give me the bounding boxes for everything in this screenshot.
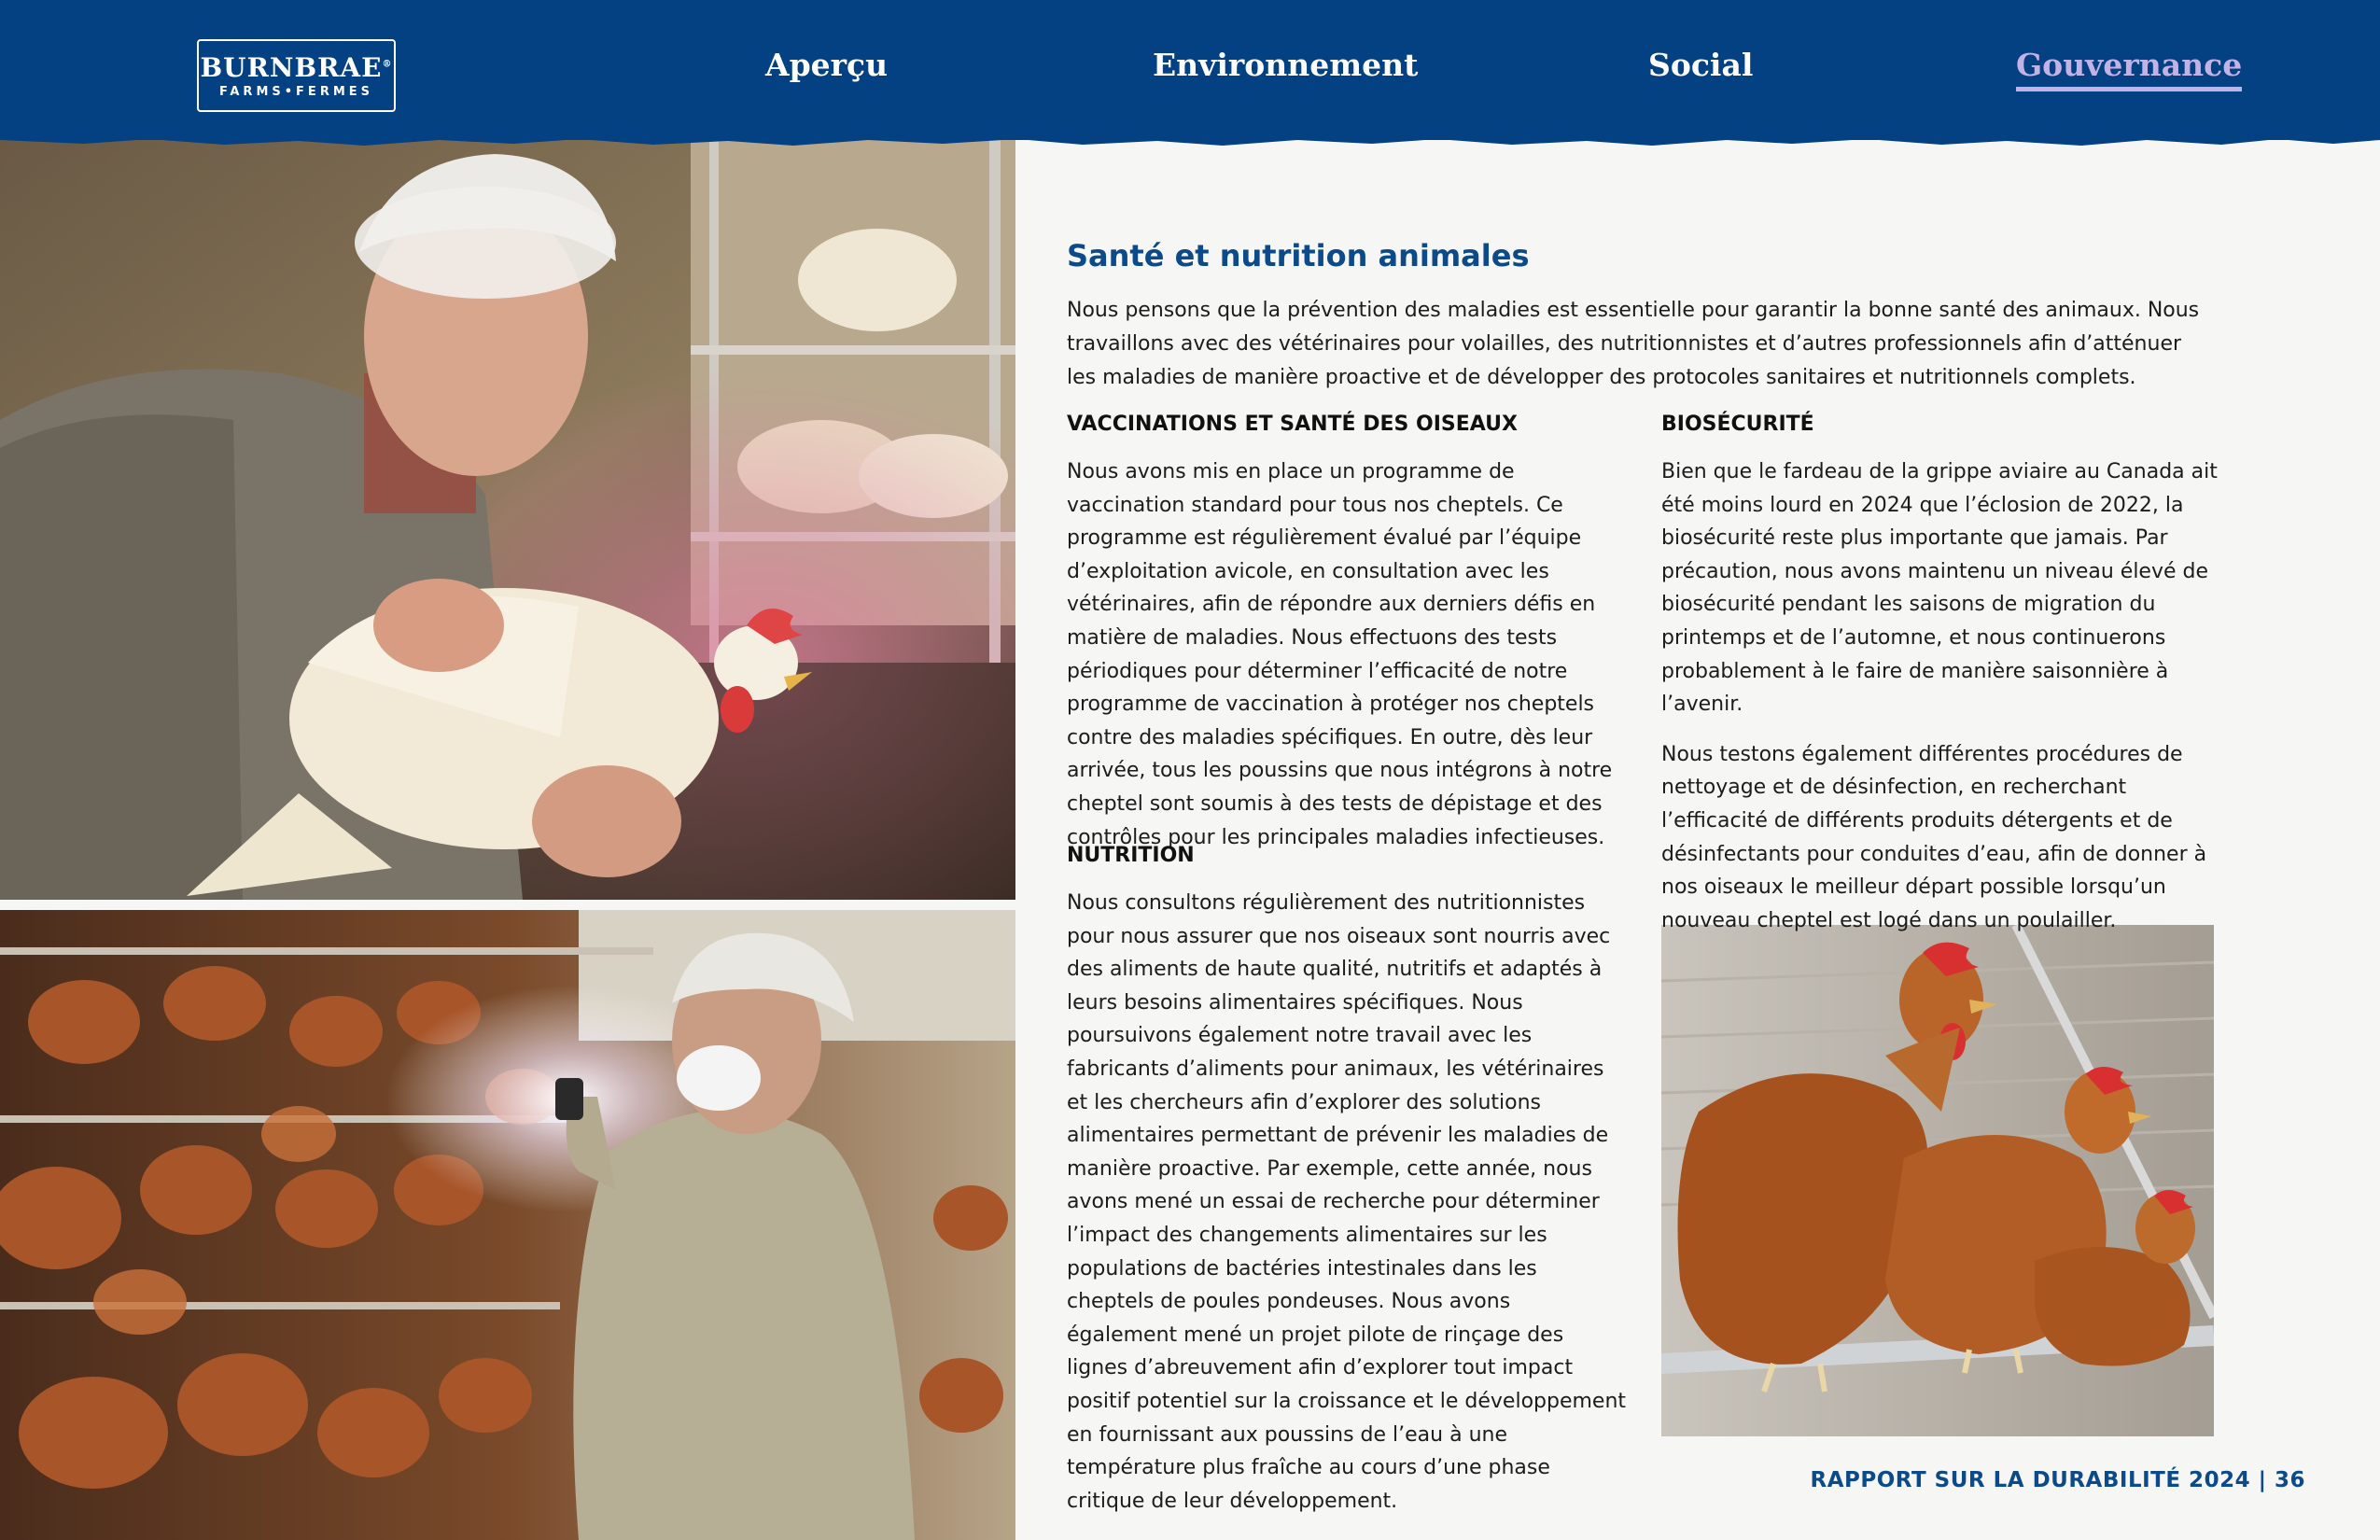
nav-social[interactable]: Social [1648, 47, 1754, 83]
biosecurity-section [1661, 411, 2218, 937]
intro-paragraph: Nous pensons que la prévention des maladies est essentielle pour garantir la bonne santé des animaux. Nous travaillons avec des vétérinaires pour volailles, des nutritionnistes et d’autres professionnels afin d’atténuer les maladies de manière proactive et de développer des protocoles sanitaires et nutritionnels complets. [1067, 299, 2200, 389]
page-footer: RAPPORT SUR LA DURABILITÉ 2024 | 36 [1810, 1468, 2305, 1492]
logo-subtitle: FARMS•FERMES [218, 85, 374, 99]
burnbrae-logo[interactable] [197, 39, 396, 112]
nav-gouvernance[interactable]: Gouvernance [2016, 47, 2242, 91]
logo-brand-text: BURNBRAE® [200, 52, 393, 83]
biosecurity-heading: BIOSÉCURITÉ [1661, 413, 1814, 436]
biosecurity-paragraph-1: Bien que le fardeau de la grippe aviaire au Canada ait été moins lourd en 2024 que l’éclosion de 2022, la biosécurité reste plus importante que jamais. Par précaution, nous avons maintenu un niveau élevé de biosécurité pendant les saisons de migration du printemps et de l’automne, et nous continuerons probablement à le faire de manière saisonnière à l’avenir. [1661, 460, 2218, 717]
top-nav-bar [0, 0, 2380, 140]
nutrition-heading: NUTRITION [1067, 844, 1195, 867]
nutrition-body: Nous consultons régulièrement des nutritionnistes pour nous assurer que nos oiseaux sont nourris avec des aliments de haute qualité, nutritifs et adaptés à leurs besoins alimentaires spécifiques. Nous poursuivons également notre travail avec les fabricants d’aliments pour animaux, les vétérinaires et les chercheurs afin d’explorer des solutions alimentaires permettant de prévenir les maladies de manière proactive. Par exemple, cette année, nous avons mené un essai de recherche pour déterminer l’impact des changements alimentaires sur les populations de bactéries intestinales dans les cheptels de poules pondeuses. Nous avons également mené un projet pilote de rinçage des lignes d’abreuvement afin d’explorer tout impact positif potentiel sur la croissance et le développement en fournissant aux poussins de l’eau à une température plus fraîche au cours d’une phase critique de leur développement. [1067, 891, 1627, 1513]
nav-apercu[interactable]: Aperçu [765, 47, 889, 83]
torn-paper-edge [0, 131, 2380, 153]
photo-brown-hens-perch [1661, 925, 2214, 1436]
vaccinations-body: Nous avons mis en place un programme de vaccination standard pour tous nos cheptels. Ce programme est régulièrement évalué par l’équipe d’exploitation avicole, en consultation avec les vétérinaires, afin de répondre aux derniers défis en matière de maladies. Nous effectuons des tests périodiques pour déterminer l’efficacité de notre programme de vaccination à protéger nos cheptels contre des maladies spécifiques. En outre, dès leur arrivée, tous les poussins que nous intégrons à notre cheptel sont soumis à des tests de dépistage et des contrôles pour les principales maladies infectieuses. [1067, 460, 1613, 849]
biosecurity-paragraph-2: Nous testons également différentes procédures de nettoyage et de désinfection, en recherchant l’efficacité de différents produits détergents et de désinfectants pour conduites d’eau, afin de donner à nos oiseaux le meilleur départ possible lorsqu’un nouveau cheptel est logé dans un poulailler. [1661, 742, 2207, 932]
section-title: Santé et nutrition animales [1067, 238, 1530, 273]
nav-environnement[interactable]: Environnement [1153, 47, 1419, 83]
photo-worker-holding-hen [0, 140, 1015, 900]
vaccinations-heading: VACCINATIONS ET SANTÉ DES OISEAUX [1067, 413, 1518, 436]
vaccinations-section [1067, 411, 1627, 854]
photo-worker-inspecting-barn [0, 910, 1015, 1540]
nutrition-section [1067, 842, 1627, 1518]
